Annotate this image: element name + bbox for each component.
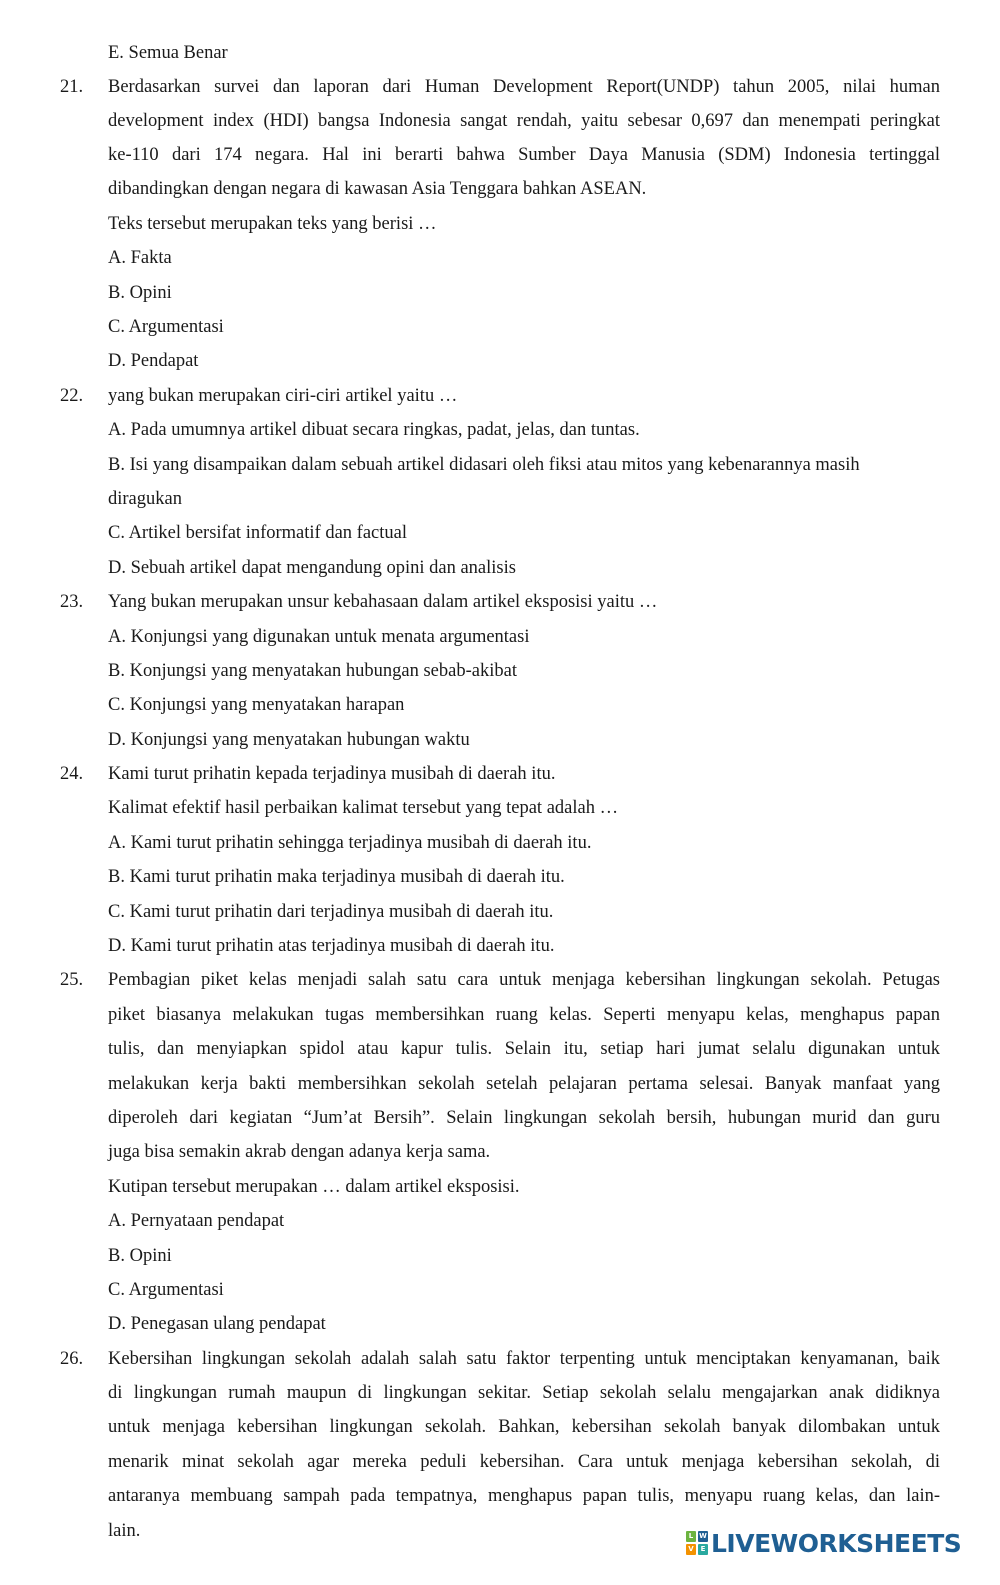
question-22-option-c: C. Artikel bersifat informatif dan factual (108, 523, 407, 543)
question-24-option-b: B. Kami turut prihatin maka terjadinya musibah di daerah itu. (108, 867, 565, 887)
question-25-option-a: A. Pernyataan pendapat (108, 1211, 285, 1231)
question-25-option-b: B. Opini (108, 1246, 172, 1266)
question-24-text: Kami turut prihatin kepada terjadinya musibah di daerah itu. (108, 764, 556, 784)
question-25-text-line-3: tulis, dan menyiapkan spidol atau kapur tulis. Selain itu, setiap hari jumat selalu digunakan untuk (108, 1039, 940, 1059)
question-24-number: 24. (60, 764, 84, 784)
question-21-number: 21. (60, 77, 84, 97)
question-26-text-line-2: di lingkungan rumah maupun di lingkungan sekitar. Setiap sekolah selalu mengajarkan anak didiknya (108, 1383, 940, 1403)
question-21-option-a: A. Fakta (108, 248, 172, 268)
question-25-text-line-6: juga bisa semakin akrab dengan adanya kerja sama. (108, 1142, 491, 1162)
question-26-number: 26. (60, 1349, 84, 1369)
question-21-text-line-3: ke-110 dari 174 negara. Hal ini berarti bahwa Sumber Daya Manusia (SDM) Indonesia tertinggal (108, 145, 940, 165)
question-25-text-line-4: melakukan kerja bakti membersihkan sekolah setelah pelajaran pertama selesai. Banyak manfaat yang (108, 1074, 940, 1094)
question-21-text-line-4: dibandingkan dengan negara di kawasan Asia Tenggara bahkan ASEAN. (108, 179, 647, 199)
question-26-text-line-3: untuk menjaga kebersihan lingkungan sekolah. Bahkan, kebersihan sekolah banyak dilombakan untuk (108, 1417, 940, 1437)
question-21-option-b: B. Opini (108, 283, 172, 303)
liveworksheets-logo (686, 1528, 961, 1558)
question-22-option-a: A. Pada umumnya artikel dibuat secara ringkas, padat, jelas, dan tuntas. (108, 420, 640, 440)
question-24-prompt: Kalimat efektif hasil perbaikan kalimat tersebut yang tepat adalah … (108, 798, 619, 818)
question-25-text-line-5: diperoleh dari kegiatan “Jum’at Bersih”. Selain lingkungan sekolah bersih, hubungan murid dan guru (108, 1108, 940, 1128)
question-25-prompt: Kutipan tersebut merupakan … dalam artikel eksposisi. (108, 1177, 520, 1197)
question-22-option-d: D. Sebuah artikel dapat mengandung opini dan analisis (108, 558, 516, 578)
question-21-text-line-1: Berdasarkan survei dan laporan dari Human Development Report(UNDP) tahun 2005, nilai human (108, 77, 940, 97)
question-26-text-line-4: menarik minat sekolah agar mereka peduli kebersihan. Cara untuk menjaga kebersihan sekolah, di (108, 1452, 940, 1472)
question-24-option-c: C. Kami turut prihatin dari terjadinya musibah di daerah itu. (108, 902, 554, 922)
question-23-option-c: C. Konjungsi yang menyatakan harapan (108, 695, 405, 715)
question-21-prompt: Teks tersebut merupakan teks yang berisi … (108, 214, 437, 234)
question-25-option-c: C. Argumentasi (108, 1280, 224, 1300)
question-24-option-a: A. Kami turut prihatin sehingga terjadinya musibah di daerah itu. (108, 833, 592, 853)
question-26-text-line-5: antaranya membuang sampah pada tempatnya, menghapus papan tulis, menyapu ruang kelas, dan lain- (108, 1486, 940, 1506)
question-26-text-line-6: lain. (108, 1521, 141, 1541)
question-21-option-d: D. Pendapat (108, 351, 199, 371)
question-25-text-line-1: Pembagian piket kelas menjadi salah satu cara untuk menjaga kebersihan lingkungan sekolah. Petugas (108, 970, 940, 990)
question-21-option-c: C. Argumentasi (108, 317, 224, 337)
liveworksheets-logo-icon: L W V E (686, 1531, 708, 1555)
question-23-option-d: D. Konjungsi yang menyatakan hubungan waktu (108, 730, 470, 750)
question-25-text-line-2: piket biasanya melakukan tugas membersihkan ruang kelas. Seperti menyapu kelas, menghapus papan (108, 1005, 940, 1025)
prev-question-option-e: E. Semua Benar (108, 43, 228, 63)
question-23-number: 23. (60, 592, 84, 612)
question-22-number: 22. (60, 386, 84, 406)
question-26-text-line-1: Kebersihan lingkungan sekolah adalah salah satu faktor terpenting untuk menciptakan kenyamanan, baik (108, 1349, 940, 1369)
question-23-option-b: B. Konjungsi yang menyatakan hubungan sebab-akibat (108, 661, 517, 681)
question-22-option-b-line-2: diragukan (108, 489, 182, 509)
question-23-option-a: A. Konjungsi yang digunakan untuk menata argumentasi (108, 627, 530, 647)
question-21-text-line-2: development index (HDI) bangsa Indonesia sangat rendah, yaitu sebesar 0,697 dan menempati peringkat (108, 111, 940, 131)
question-24-option-d: D. Kami turut prihatin atas terjadinya musibah di daerah itu. (108, 936, 555, 956)
question-23-text: Yang bukan merupakan unsur kebahasaan dalam artikel eksposisi yaitu … (108, 592, 658, 612)
question-25-number: 25. (60, 970, 84, 990)
question-25-option-d: D. Penegasan ulang pendapat (108, 1314, 326, 1334)
question-22-text: yang bukan merupakan ciri-ciri artikel yaitu … (108, 386, 458, 406)
question-22-option-b-line-1: B. Isi yang disampaikan dalam sebuah artikel didasari oleh fiksi atau mitos yang kebenarannya masih (108, 455, 860, 475)
liveworksheets-logo-text: LIVEWORKSHEETS (711, 1528, 962, 1558)
